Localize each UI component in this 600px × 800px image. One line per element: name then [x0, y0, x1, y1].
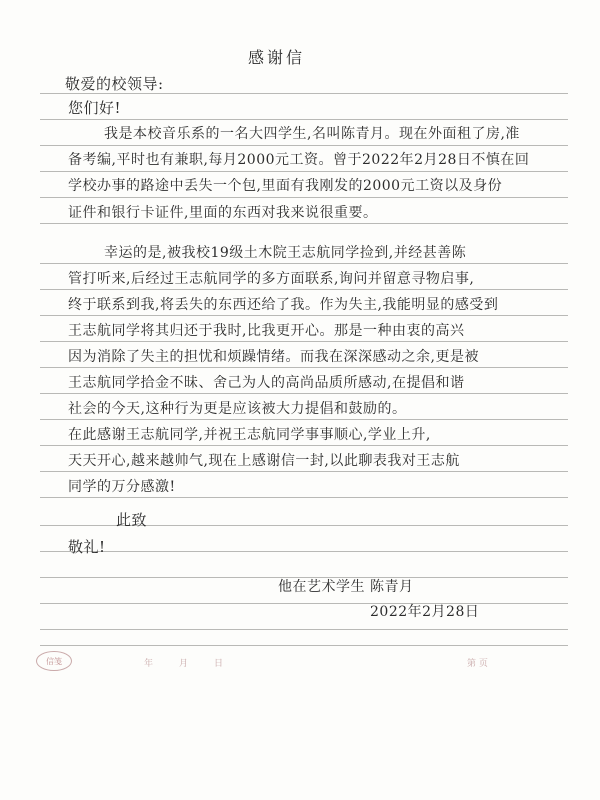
ruled-line	[40, 119, 568, 120]
ruled-line	[40, 645, 568, 646]
signature: 他在艺术学生 陈青月	[278, 579, 414, 595]
stationery-logo	[36, 651, 72, 671]
body-line: 在此感谢王志航同学,并祝王志航同学事事顺心,学业上升,	[68, 427, 431, 443]
ruled-line	[40, 419, 568, 420]
body-line: 学校办事的路途中丢失一个包,里面有我刚发的2000元工资以及身份	[68, 178, 503, 194]
ruled-line	[40, 263, 568, 264]
ruled-line	[40, 197, 568, 198]
ruled-line	[40, 367, 568, 368]
body-line: 因为消除了失主的担忧和烦躁情绪。而我在深深感动之余,更是被	[68, 349, 479, 365]
body-line: 证件和银行卡证件,里面的东西对我来说很重要。	[68, 205, 378, 221]
ruled-line	[40, 171, 568, 172]
stationery-logo-text: 信笺	[46, 656, 62, 666]
body-line: 王志航同学拾金不昧、舍己为人的高尚品质所感动,在提倡和谐	[68, 375, 465, 391]
body-line: 备考编,平时也有兼职,每月2000元工资。曾于2022年2月28日不慎在回	[68, 152, 530, 168]
signature-date: 2022年2月28日	[370, 604, 480, 620]
stationery-date-label: 年月日	[144, 659, 250, 669]
stationery-page-label: 第 页	[467, 659, 488, 669]
letter-salute: 您们好!	[68, 99, 122, 117]
body-line: 管打听来,后经过王志航同学的多方面联系,询问并留意寻物启事,	[68, 271, 475, 287]
ruled-line	[40, 341, 568, 342]
body-line: 幸运的是,被我校19级土木院王志航同学捡到,并经甚善陈	[104, 245, 467, 261]
body-line: 天天开心,越来越帅气,现在上感谢信一封,以此聊表我对王志航	[68, 453, 460, 469]
letter-title: 感谢信	[248, 48, 306, 67]
ruled-line	[40, 629, 568, 630]
body-line: 同学的万分感激!	[68, 479, 176, 495]
body-line: 我是本校音乐系的一名大四学生,名叫陈青月。现在外面租了房,准	[104, 126, 520, 142]
ruled-line	[40, 551, 568, 552]
ruled-line	[40, 603, 568, 604]
letter-greeting: 敬爱的校领导:	[65, 75, 164, 93]
body-line: 终于联系到我,将丢失的东西还给了我。作为失主,我能明显的感受到	[68, 297, 499, 313]
body-line: 社会的今天,这种行为更是应该被大力提倡和鼓励的。	[68, 401, 407, 417]
ruled-line	[40, 471, 568, 472]
closing-phrase: 此致	[116, 511, 148, 529]
ruled-line	[40, 223, 568, 224]
closing-salute: 敬礼!	[68, 538, 106, 556]
ruled-line	[40, 145, 568, 146]
ruled-line	[40, 497, 568, 498]
ruled-line	[40, 445, 568, 446]
ruled-line	[40, 315, 568, 316]
ruled-line	[40, 393, 568, 394]
ruled-line	[40, 289, 568, 290]
body-line: 王志航同学将其归还于我时,比我更开心。那是一种由衷的高兴	[68, 323, 465, 339]
